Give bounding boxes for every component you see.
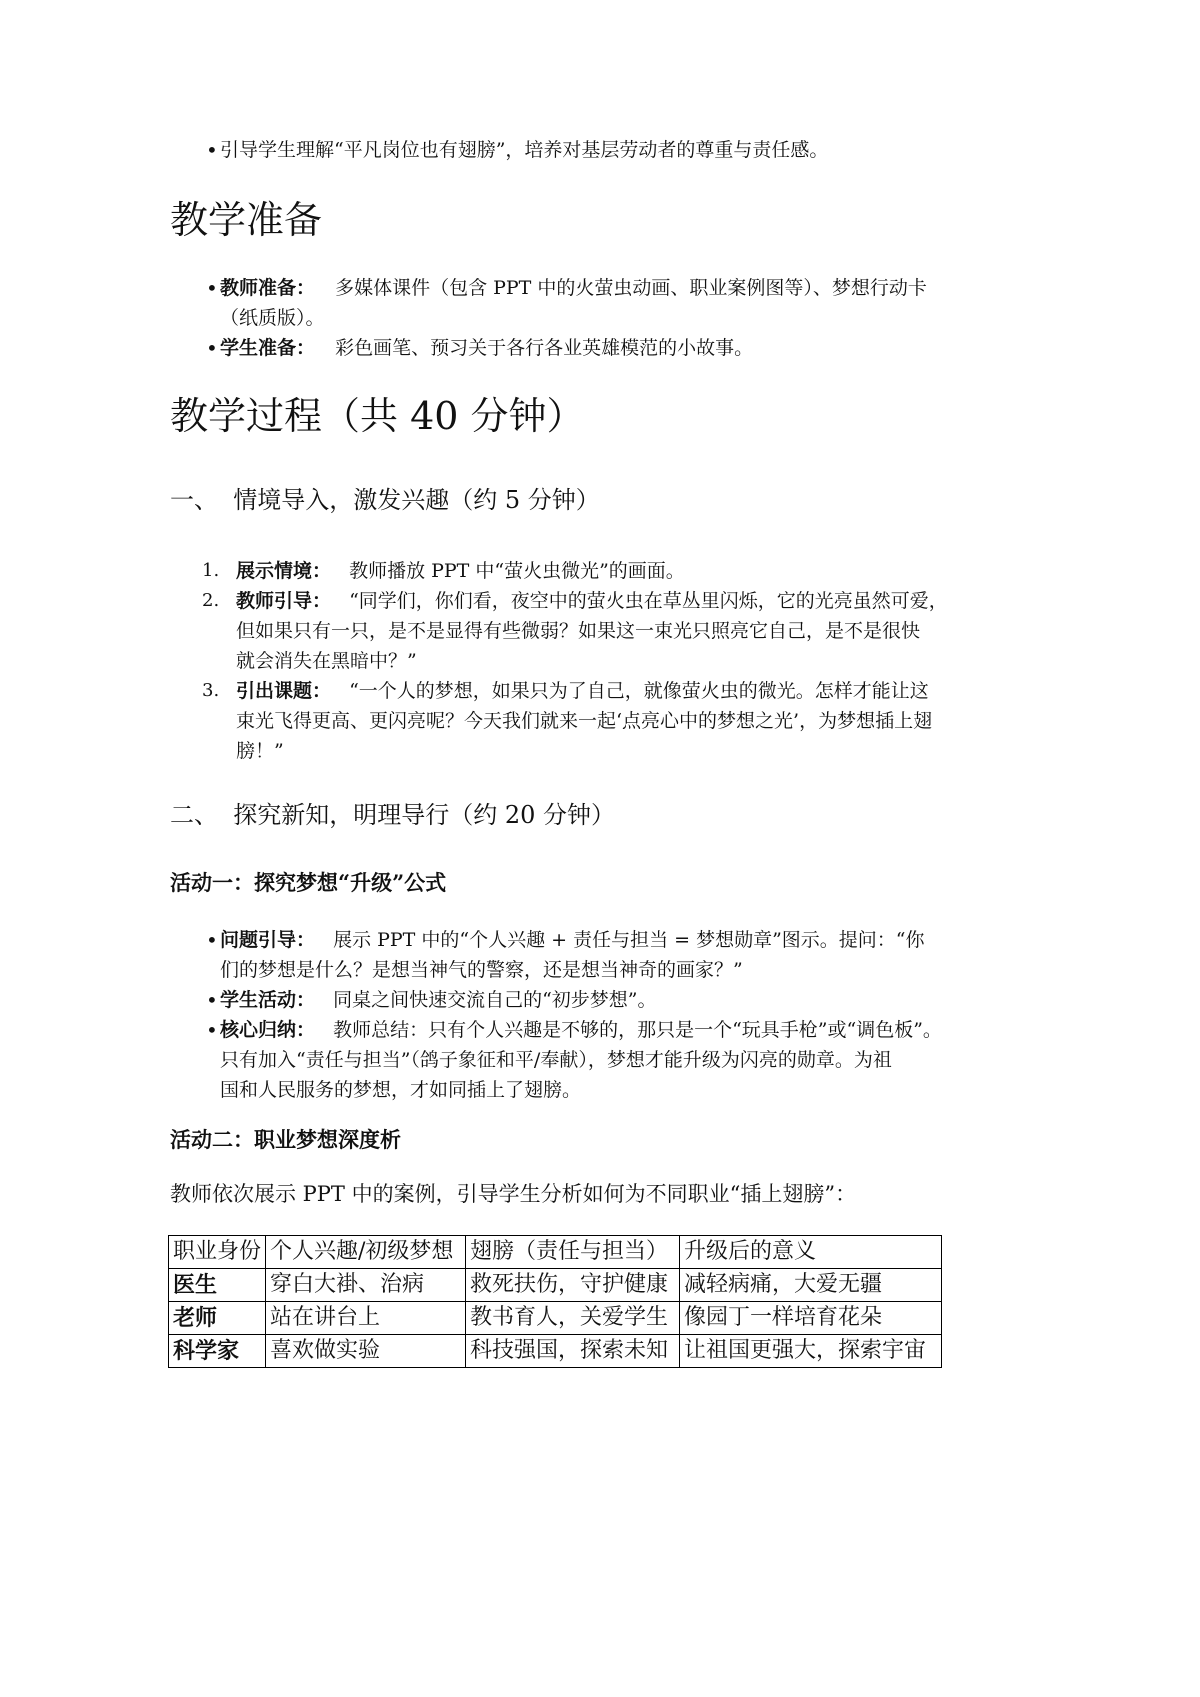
item-label: 核心归纳： <box>220 1019 316 1041</box>
prep-teacher-label: 教师准备： <box>220 277 316 299</box>
activity2-intro: 教师依次展示 PPT 中的案例，引导学生分析如何为不同职业“插上翅膀”： <box>170 1182 857 1206</box>
table-cell: 穿白大褂、治病 <box>266 1269 466 1302</box>
table-cell: 科技强国，探索未知 <box>466 1335 680 1368</box>
item-text: 教师播放 PPT 中“萤火虫微光”的画面。 <box>349 560 685 582</box>
process-heading: 教学过程（共 40 分钟） <box>170 394 585 438</box>
prep-teacher-text-1: 多媒体课件（包含 PPT 中的火萤虫动画、职业案例图等）、梦想行动卡 <box>335 277 927 299</box>
item-text: 教师总结：只有个人兴趣是不够的，那只是一个“玩具手枪”或“调色板”。 <box>333 1019 942 1041</box>
table-row <box>169 1335 942 1368</box>
item-number: 3. <box>202 680 220 701</box>
item-text: 只有加入“责任与担当”（鸽子象征和平/奉献），梦想才能升级为闪亮的勋章。为祖 <box>220 1049 892 1071</box>
item-text: “同学们，你们看，夜空中的萤火虫在草丛里闪烁，它的光亮虽然可爱， <box>349 590 948 612</box>
goal-bullet <box>220 135 828 165</box>
goal-bullet-text: • 引导学生理解“平凡岗位也有翅膀”，培养对基层劳动者的尊重与责任感。 <box>220 139 829 161</box>
table-cell: 老师 <box>169 1302 266 1335</box>
table-cell: 教书育人，关爱学生 <box>466 1302 680 1335</box>
table-cell: 救死扶伤，守护健康 <box>466 1269 680 1302</box>
section1-item-2 <box>202 586 956 676</box>
prep-student-label: 学生准备： <box>220 337 316 359</box>
activity1-item-3 <box>220 1015 942 1105</box>
item-text: 膀！” <box>236 740 284 762</box>
activity1-heading: 活动一：探究梦想“升级”公式 <box>170 870 447 895</box>
item-text: “一个人的梦想，如果只为了自己，就像萤火虫的微光。怎样才能让这 <box>349 680 929 702</box>
item-text: 展示 PPT 中的“个人兴趣 + 责任与担当 = 梦想勋章”图示。提问：“你 <box>333 929 925 951</box>
prep-teacher-text-2: （纸质版）。 <box>220 307 325 329</box>
table-cell: 减轻病痛，大爱无疆 <box>680 1269 942 1302</box>
table-header: 升级后的意义 <box>680 1236 942 1269</box>
item-text: 但如果只有一只，是不是显得有些微弱？如果这一束光只照亮它自己，是不是很快 <box>236 620 921 642</box>
table-cell: 医生 <box>169 1269 266 1302</box>
table-cell: 像园丁一样培育花朵 <box>680 1302 942 1335</box>
item-text: 同桌之间快速交流自己的“初步梦想”。 <box>333 989 657 1011</box>
section1-heading: 一、 情境导入，激发兴趣（约 5 分钟） <box>170 486 600 514</box>
item-label: 引出课题： <box>236 680 332 702</box>
prep-heading: 教学准备 <box>170 198 323 242</box>
table-cell: 让祖国更强大，探索宇宙 <box>680 1335 942 1368</box>
prep-student-bullet <box>220 333 753 363</box>
table-header: 翅膀（责任与担当） <box>466 1236 680 1269</box>
prep-teacher-bullet <box>220 273 927 333</box>
item-text: 国和人民服务的梦想，才如同插上了翅膀。 <box>220 1079 582 1101</box>
item-text: 束光飞得更高、更闪亮呢？今天我们就来一起‘点亮心中的梦想之光’，为梦想插上翅 <box>236 710 933 732</box>
item-label: 展示情境： <box>236 560 332 582</box>
item-label: 教师引导： <box>236 590 332 612</box>
table-header-row <box>169 1236 942 1269</box>
item-number: 2. <box>202 590 220 611</box>
table-header: 职业身份 <box>169 1236 266 1269</box>
table-cell: 喜欢做实验 <box>266 1335 466 1368</box>
item-number: 1. <box>202 560 220 581</box>
table-cell: 科学家 <box>169 1335 266 1368</box>
activity1-item-2 <box>220 985 657 1015</box>
table-header: 个人兴趣/初级梦想 <box>266 1236 466 1269</box>
table-cell: 站在讲台上 <box>266 1302 466 1335</box>
item-text: 们的梦想是什么？是想当神气的警察，还是想当神奇的画家？” <box>220 959 743 981</box>
table-row <box>169 1269 942 1302</box>
item-label: 学生活动： <box>220 989 316 1011</box>
section1-item-1 <box>202 556 956 586</box>
table-row <box>169 1302 942 1335</box>
prep-student-text: 彩色画笔、预习关于各行各业英雄模范的小故事。 <box>335 337 754 359</box>
item-text: 就会消失在黑暗中？” <box>236 650 417 672</box>
activity2-heading: 活动二：职业梦想深度析 <box>170 1127 401 1152</box>
section1-item-3 <box>202 676 956 766</box>
section2-heading: 二、 探究新知，明理导行（约 20 分钟） <box>170 801 616 829</box>
activity1-item-1 <box>220 925 925 985</box>
career-table <box>168 1235 942 1368</box>
item-label: 问题引导： <box>220 929 316 951</box>
section1-list <box>202 556 956 766</box>
